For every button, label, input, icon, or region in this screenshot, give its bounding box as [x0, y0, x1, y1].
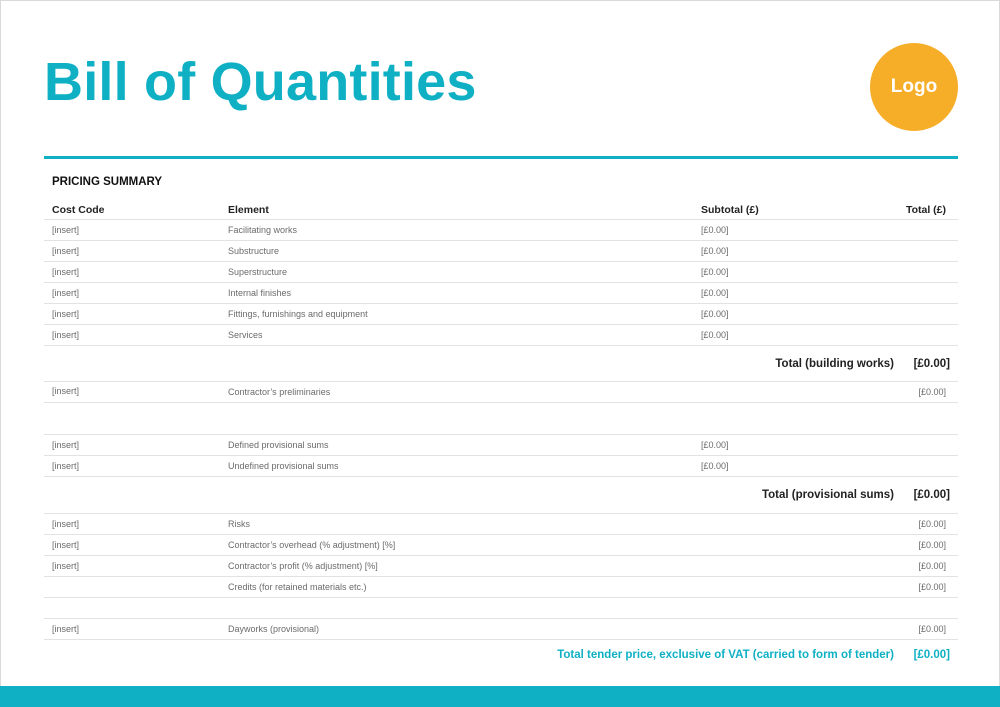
section-title: PRICING SUMMARY [52, 176, 163, 188]
table-row [44, 514, 958, 535]
total-cell: [£0.00] [918, 519, 946, 529]
total-cell: [£0.00] [918, 540, 946, 550]
total-cell: [£0.00] [918, 561, 946, 571]
cost-code-cell: [insert] [52, 624, 80, 634]
element-cell: Contractor’s profit (% adjustment) [%] [228, 561, 378, 571]
tender-total-label: Total tender price, exclusive of VAT (carried to form of tender) [557, 649, 894, 661]
element-cell: Risks [228, 519, 250, 529]
cost-code-cell: [insert] [52, 440, 80, 450]
element-cell: Credits (for retained materials etc.) [228, 582, 367, 592]
element-cell: Substructure [228, 246, 280, 256]
tender-total-value: [£0.00] [913, 649, 950, 661]
table-row [44, 435, 958, 456]
column-header-element: Element [228, 203, 269, 216]
subtotal-cell: [£0.00] [701, 461, 729, 471]
subtotal-cell: [£0.00] [701, 330, 729, 340]
column-header-subtotal: Subtotal (£) [701, 203, 759, 216]
table-row [44, 619, 958, 640]
tender-total-row [44, 640, 958, 670]
cost-code-cell: [insert] [52, 330, 80, 340]
pricing-summary-table [44, 200, 958, 670]
header-divider [44, 156, 958, 159]
logo-placeholder: Logo [870, 43, 958, 131]
building-works-total-label: Total (building works) [775, 357, 894, 370]
cost-code-cell: [insert] [52, 246, 80, 256]
table-row [44, 456, 958, 477]
cost-code-cell: [insert] [52, 309, 80, 319]
table-row [44, 304, 958, 325]
spacer-row [44, 598, 958, 619]
element-cell: Dayworks (provisional) [228, 624, 320, 634]
table-row [44, 556, 958, 577]
building-works-total-value: [£0.00] [913, 357, 950, 370]
column-header-total: Total (£) [905, 203, 946, 216]
subtotal-cell: [£0.00] [701, 225, 729, 235]
cost-code-cell: [insert] [52, 540, 80, 550]
building-works-total-row [44, 346, 958, 382]
cost-code-cell: [insert] [52, 561, 80, 571]
subtotal-cell: [£0.00] [701, 440, 729, 450]
table-row [44, 325, 958, 346]
total-cell: [£0.00] [918, 387, 946, 397]
cost-code-cell: [insert] [52, 519, 80, 529]
provisional-sums-total-value: [£0.00] [913, 489, 950, 501]
element-cell: Facilitating works [228, 225, 298, 235]
subtotal-cell: [£0.00] [701, 309, 729, 319]
provisional-sums-total-label: Total (provisional sums) [761, 489, 894, 501]
cost-code-cell: [insert] [52, 461, 80, 471]
cost-code-cell: [insert] [52, 267, 80, 277]
element-cell: Contractor’s preliminaries [228, 387, 331, 397]
element-cell: Superstructure [228, 267, 288, 277]
table-row [44, 577, 958, 598]
subtotal-cell: [£0.00] [701, 246, 729, 256]
element-cell: Contractor’s overhead (% adjustment) [%] [228, 540, 396, 550]
cost-code-cell: [insert] [52, 288, 80, 298]
cost-code-cell: [insert] [52, 386, 80, 396]
element-cell: Undefined provisional sums [228, 461, 339, 471]
subtotal-cell: [£0.00] [701, 288, 729, 298]
element-cell: Internal finishes [228, 288, 292, 298]
footer-bar [0, 686, 1000, 707]
cost-code-cell: [insert] [52, 225, 80, 235]
column-header-cost-code: Cost Code [52, 203, 105, 216]
page-title: Bill of Quantities [44, 52, 477, 112]
table-row [44, 220, 958, 241]
total-cell: [£0.00] [918, 582, 946, 592]
element-cell: Services [228, 330, 263, 340]
element-cell: Defined provisional sums [228, 440, 329, 450]
table-header-row [44, 200, 958, 220]
table-row [44, 382, 958, 403]
total-cell: [£0.00] [918, 624, 946, 634]
table-row [44, 262, 958, 283]
spacer-row [44, 403, 958, 435]
table-row [44, 535, 958, 556]
table-row [44, 241, 958, 262]
subtotal-cell: [£0.00] [701, 267, 729, 277]
element-cell: Fittings, furnishings and equipment [228, 309, 368, 319]
table-row [44, 283, 958, 304]
provisional-sums-total-row [44, 477, 958, 514]
